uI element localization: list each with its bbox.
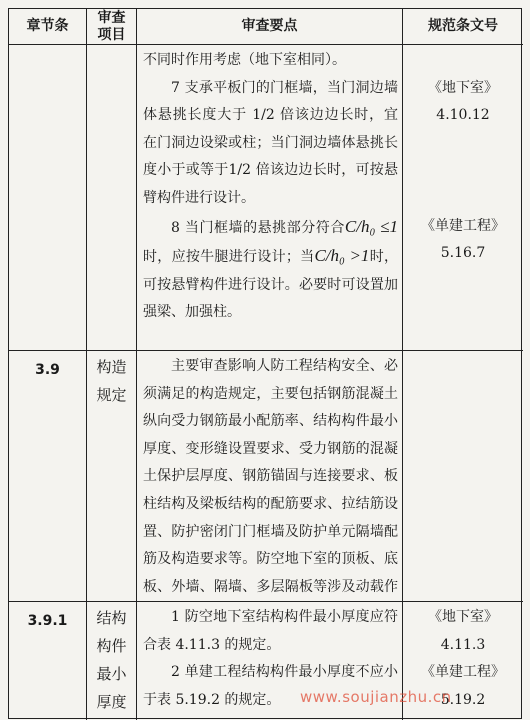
- row2-refs: [403, 351, 523, 602]
- point-7: 7 支承平板门的门框墙，当门洞边墙体悬挑长度大于 1/2 倍该边边长时，宜在门洞边设梁或柱；当门洞边墙体悬挑长度小于或等于1/2 倍该边边长时，可按悬臂构件进行设计。: [143, 79, 398, 206]
- ref-clause: 5.19.2: [440, 691, 486, 708]
- row2-points: [137, 351, 403, 602]
- row1-points: [137, 45, 403, 351]
- continuation-line: 不同时作用考虑（地下室相同）。: [143, 52, 346, 68]
- ref-doc: 《单建工程》: [421, 664, 505, 681]
- header-section: 章节条: [9, 9, 87, 45]
- row2-item: 构造规定: [87, 351, 137, 602]
- row2-section: 3.9: [9, 351, 87, 602]
- header-clause-number: 规范条文号: [403, 9, 523, 45]
- watermark: www.soujianzhu.cn: [300, 688, 452, 706]
- row1-section: [9, 45, 87, 351]
- ref-clause: 4.10.12: [436, 107, 490, 124]
- ref-clause: 5.16.7: [440, 245, 486, 262]
- header-review-points: 审查要点: [137, 9, 403, 45]
- row1-refs: [403, 45, 523, 351]
- point-1: 1 防空地下室结构构件最小厚度应符合表 4.11.3 的规定。: [143, 609, 398, 653]
- ref-doc: 《地下室》: [428, 609, 498, 625]
- review-table: [8, 8, 522, 719]
- header-review-item: 审查项目: [87, 9, 137, 45]
- construction-rules-text: 主要审查影响人防工程结构安全、必须满足的构造规定，主要包括钢筋混凝土纵向受力钢筋最小配筋率、结构构件最小厚度、变形缝设置要求、受力钢筋的混凝土保护层厚度、钢筋锚固与连接要求、板柱结构及梁板结构的配筋要求、拉结筋设置、防护密闭门门框墙及防护单元隔墙配筋及构造要求等。防空地下室的顶板、底板、外墙、隔墙、多层隔板等涉及动载作: [143, 358, 398, 595]
- ref-doc: 《地下室》: [428, 79, 498, 96]
- row1-item: [87, 45, 137, 351]
- row3-item: 结构构件最小厚度: [87, 602, 137, 720]
- point-2: 2 单建工程结构构件最小厚度不应小于表 5.19.2 的规定。: [143, 664, 398, 708]
- row3-section: 3.9.1: [9, 602, 87, 720]
- point-8: 8 当门框墙的悬挑部分符合C/h₀ ≤1时，应按牛腿进行设计；当C/h₀ >1时，可按悬臂构件进行设计。必要时可设置加强梁、加强柱。: [143, 216, 398, 321]
- ref-doc: 《单建工程》: [421, 217, 505, 234]
- ref-clause: 4.11.3: [440, 636, 486, 653]
- formula-gt: C/h₀ >1: [314, 246, 370, 266]
- formula-le: C/h₀ ≤1: [344, 216, 398, 236]
